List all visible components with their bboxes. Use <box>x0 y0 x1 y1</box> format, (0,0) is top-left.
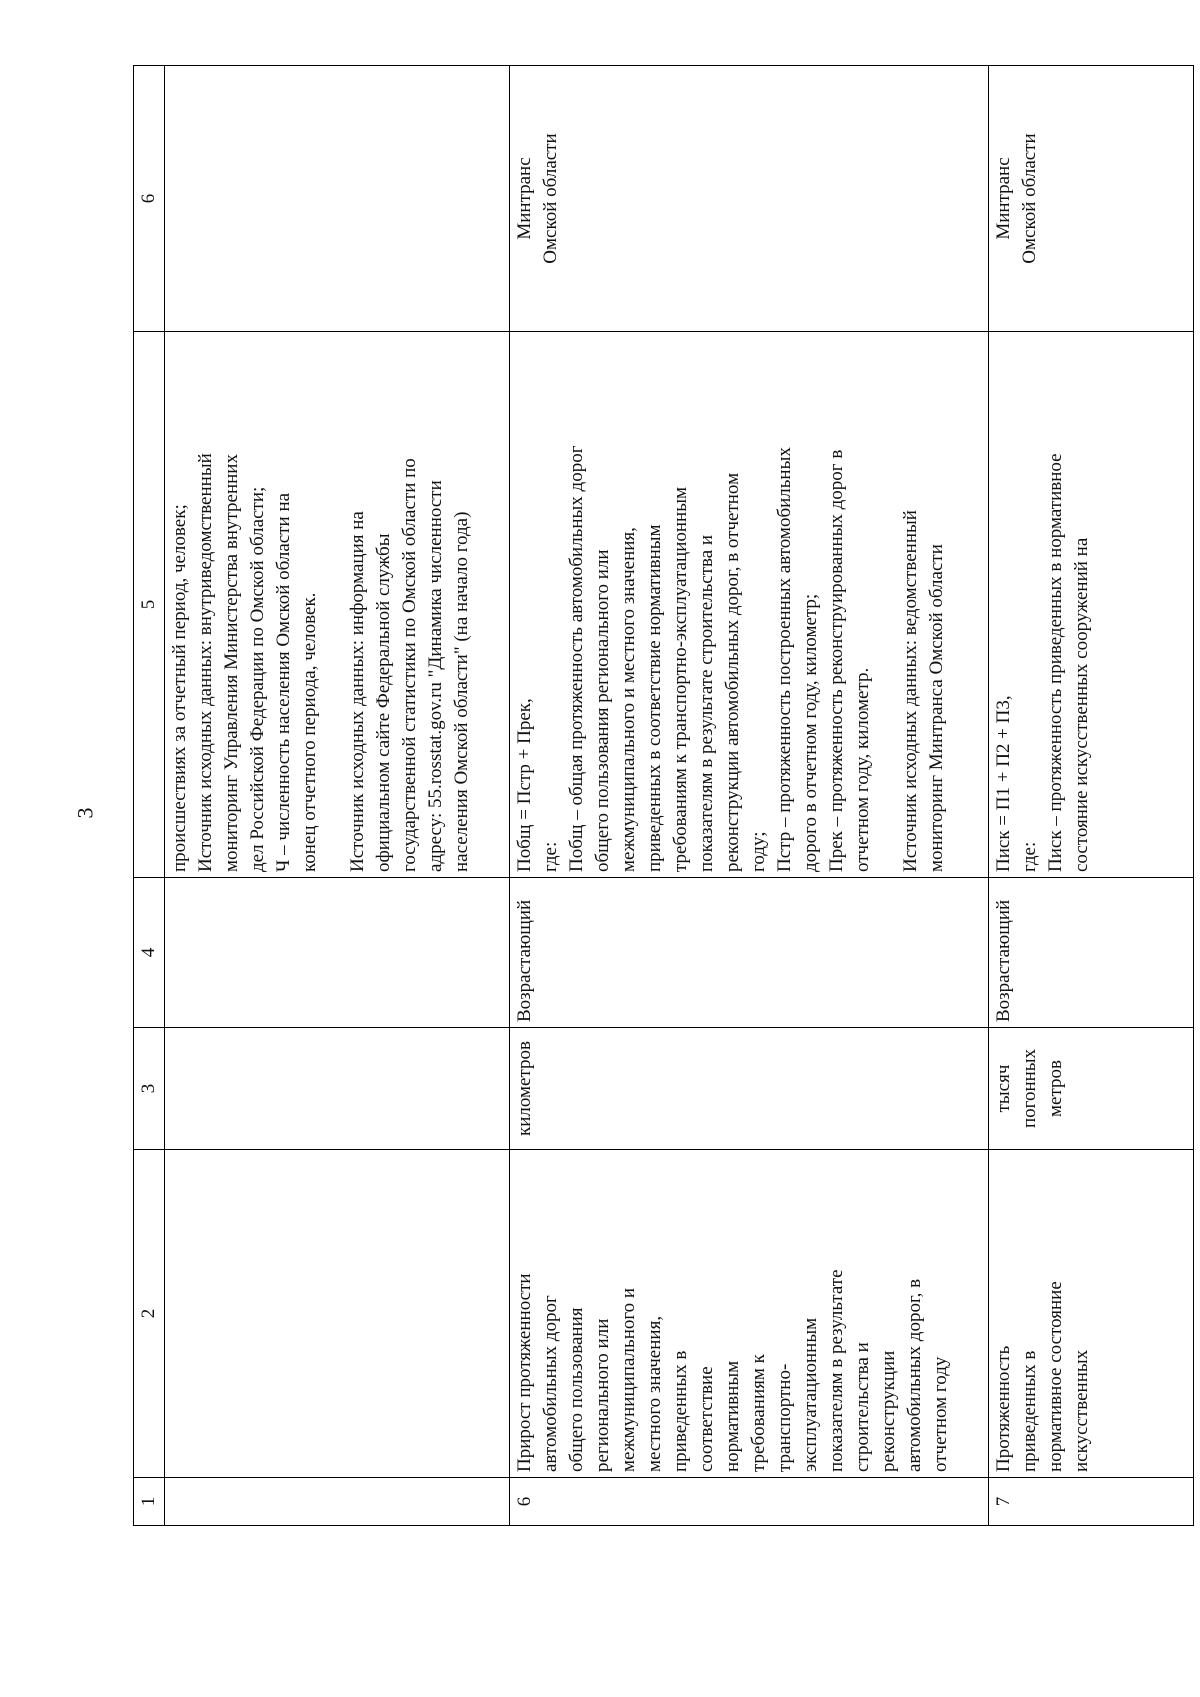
unit-cell: километров <box>510 1028 989 1150</box>
header-cell: 5 <box>134 332 165 878</box>
description-line: где: <box>540 841 561 872</box>
source-line: государственной статистики по Омской области по <box>399 458 420 872</box>
source-line: мониторинг Минтранса Омской области <box>926 544 947 872</box>
description-line: дорого в отчетном году, километр; <box>800 593 821 872</box>
table-header-row <box>134 66 165 1526</box>
table-row <box>165 66 510 1526</box>
indicator-name-cell: Прирост протяженности автомобильных дорог общего пользования регионального или межмуниципального и местного значения, приведенных в соответствие нормативным требованиям к транспортно- эксплуатационным показателям в результате строительства и реконструкции автомобильных дорог, в отчетном году <box>510 1150 989 1478</box>
source-line: населения Омской области" (на начало года) <box>451 511 472 872</box>
header-cell: 1 <box>134 1478 165 1526</box>
description-line: общего пользования регионального или <box>592 549 613 872</box>
description-line: конец отчетного периода, человек. <box>299 592 320 872</box>
header-cell: 4 <box>134 878 165 1028</box>
source-line: официальном сайте Федеральной службы <box>373 533 394 872</box>
source-line: Источник исходных данных: информация на <box>347 511 368 872</box>
description-line: году; <box>748 831 769 872</box>
description-line: Побщ – общая протяженность автомобильных дорог <box>566 445 587 872</box>
description-line: межмуниципального и местного значения, <box>618 527 639 872</box>
paragraph-gap <box>323 337 345 872</box>
direction-cell <box>165 878 510 1028</box>
table-row <box>510 66 989 1526</box>
row-number-cell: 7 <box>989 1478 1194 1526</box>
indicator-table <box>133 65 1194 1526</box>
responsible-cell <box>165 66 510 332</box>
indicator-name-cell: Протяженность приведенных в нормативное состояние искусственных <box>989 1150 1194 1478</box>
description-line: отчетном году, километр. <box>852 667 873 872</box>
description-line: дел Российской Федерации по Омской области; <box>247 486 268 872</box>
description-line: Пстр – протяженность построенных автомобильных <box>774 447 795 872</box>
unit-cell <box>165 1028 510 1150</box>
description-line: показателям в результате строительства и <box>696 534 717 872</box>
rotated-table-container <box>133 66 1197 1526</box>
responsible-cell: Минтранс Омской области <box>510 66 989 332</box>
header-cell: 6 <box>134 66 165 332</box>
direction-cell: Возрастающий <box>989 878 1194 1028</box>
description-line: Ч – численность населения Омской области на <box>273 492 294 872</box>
description-cell <box>165 332 510 878</box>
unit-cell: тысяч погонных метров <box>989 1028 1194 1150</box>
description-line: Писк – протяженность приведенных в нормативное <box>1045 453 1066 872</box>
description-line: происшествиях за отчетный период, человек; <box>169 504 190 872</box>
table-row <box>989 66 1194 1526</box>
description-line: мониторинг Управления Министерства внутренних <box>221 454 242 872</box>
page-number: 3 <box>72 807 98 819</box>
direction-cell: Возрастающий <box>510 878 989 1028</box>
row-number-cell: 6 <box>510 1478 989 1526</box>
source-line: Источник исходных данных: ведомственный <box>900 510 921 872</box>
description-line: требованиям к транспортно-эксплуатационным <box>670 486 691 872</box>
description-line: реконструкции автомобильных дорог, в отчетном <box>722 472 743 872</box>
row-number-cell <box>165 1478 510 1526</box>
header-cell: 3 <box>134 1028 165 1150</box>
description-line: Писк = П1 + П2 + П3, <box>993 695 1014 872</box>
description-cell <box>510 332 989 878</box>
header-cell: 2 <box>134 1150 165 1478</box>
description-line: состояние искусственных сооружений на <box>1071 537 1092 872</box>
description-cell <box>989 332 1194 878</box>
paragraph-gap <box>876 337 898 872</box>
description-line: Источник исходных данных: внутриведомственный <box>195 453 216 872</box>
description-line: где: <box>1019 841 1040 872</box>
description-line: приведенных в соответствие нормативным <box>644 524 665 872</box>
description-line: Побщ = Пстр + Прек, <box>514 698 535 872</box>
indicator-name-cell <box>165 1150 510 1478</box>
responsible-cell: Минтранс Омской области <box>989 66 1194 332</box>
source-line: адресу: 55.rosstat.gov.ru "Динамика численности <box>425 480 446 872</box>
description-line: Прек – протяженность реконструированных дорог в <box>826 449 847 872</box>
